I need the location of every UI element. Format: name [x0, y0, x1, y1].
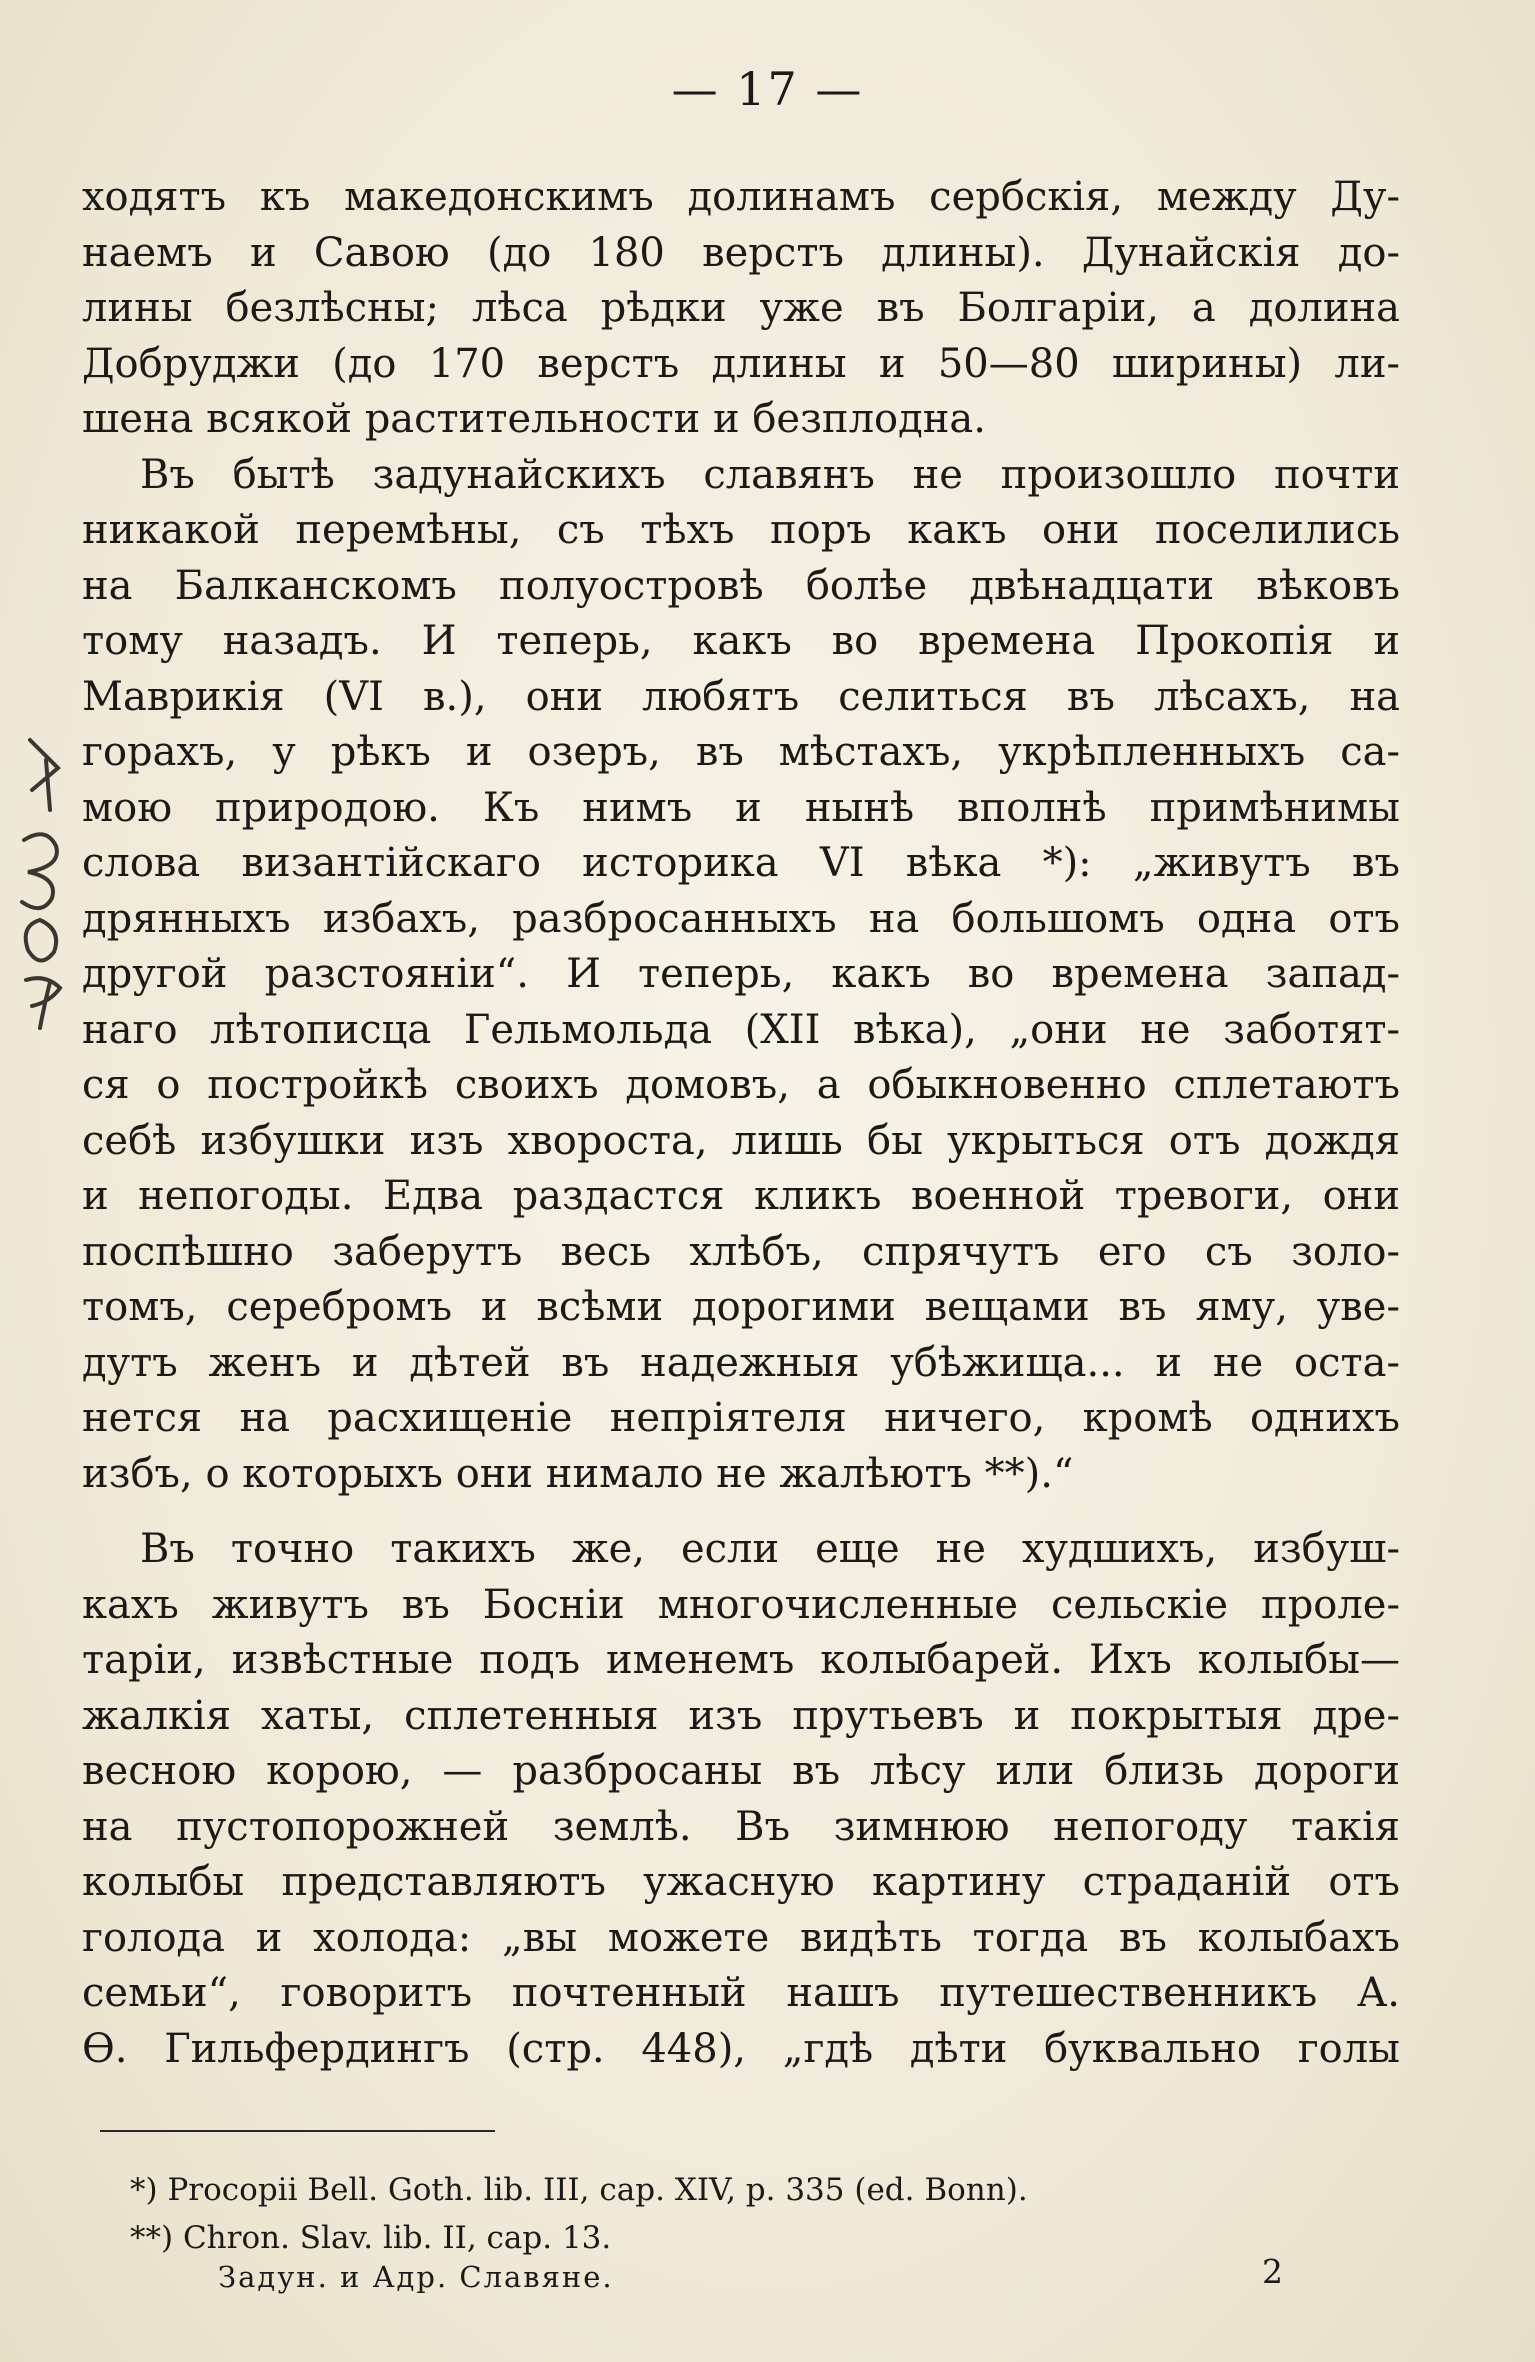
footnote: **) Chron. Slav. lib. II, cap. 13.	[130, 2220, 612, 2256]
text-line: мою природою. Къ нимъ и нынѣ вполнѣ примѣнимы	[82, 784, 1400, 831]
footnote: *) Procopii Bell. Goth. lib. III, cap. XIV, p. 335 (ed. Bonn).	[130, 2172, 1028, 2208]
text-line: на Балканскомъ полуостровѣ болѣе двѣнадцати вѣковъ	[82, 562, 1400, 609]
text-line: слова византійскаго историка VI вѣка *): „живутъ въ	[82, 840, 1400, 886]
text-line: Ѳ. Гильфердингъ (стр. 448), „гдѣ дѣти буквально голы	[82, 2025, 1400, 2072]
printer-signature: Задун. и Адр. Славяне.	[218, 2260, 614, 2294]
text-line: наемъ и Савою (до 180 верстъ длины). Дунайскія до-	[82, 229, 1400, 276]
text-line: колыбы представляютъ ужасную картину страданій отъ	[82, 1859, 1400, 1905]
text-line: ся о постройкѣ своихъ домовъ, а обыкновенно сплетаютъ	[82, 1062, 1400, 1108]
text-line: Маврикія (VI в.), они любятъ селиться въ лѣсахъ, на	[82, 673, 1400, 720]
text-line: жалкія хаты, сплетенныя изъ прутьевъ и покрытыя дре-	[82, 1692, 1400, 1739]
text-line: голода и холода: „вы можете видѣть тогда въ колыбахъ	[82, 1914, 1400, 1961]
sheet-number: 2	[1262, 2252, 1283, 2291]
text-line: никакой перемѣны, съ тѣхъ поръ какъ они поселились	[82, 507, 1400, 553]
text-line: наго лѣтописца Гельмольда (XII вѣка), „они не заботят-	[82, 1006, 1400, 1053]
text-line: весною корою, — разбросаны въ лѣсу или близь дороги	[82, 1748, 1400, 1794]
text-line: ходятъ къ македонскимъ долинамъ сербскія, между Ду-	[82, 174, 1400, 220]
text-line: дутъ женъ и дѣтей въ надежныя убѣжища... и не оста-	[82, 1339, 1400, 1386]
handwritten-inventory-number	[10, 720, 74, 1040]
text-line: Въ точно такихъ же, если еще не худшихъ, избуш-	[140, 1526, 1400, 1572]
text-line: другой разстояніи“. И теперь, какъ во времена запад-	[82, 951, 1400, 997]
text-line: себѣ избушки изъ хвороста, лишь бы укрыться отъ дождя	[82, 1117, 1400, 1164]
text-line: кахъ живутъ въ Босніи многочисленные сельскіе проле-	[82, 1581, 1400, 1628]
text-line: шена всякой растительности и безплодна.	[82, 396, 986, 442]
text-line: избъ, о которыхъ они нимало не жалѣютъ **).“	[82, 1450, 1074, 1497]
text-line: лины безлѣсны; лѣса рѣдки уже въ Болгаріи, а долина	[82, 285, 1400, 331]
text-line: Добруджи (до 170 верстъ длины и 50—80 ширины) ли-	[82, 340, 1400, 387]
text-line: поспѣшно заберутъ весь хлѣбъ, спрячутъ его съ золо-	[82, 1228, 1400, 1275]
paragraph-gap	[82, 1502, 1400, 1522]
footnotes	[130, 2166, 1330, 2262]
text-line: горахъ, у рѣкъ и озеръ, въ мѣстахъ, укрѣпленныхъ са-	[82, 729, 1400, 775]
footnote-separator	[100, 2130, 495, 2132]
text-line: томъ, серебромъ и всѣми дорогими вещами въ яму, уве-	[82, 1284, 1400, 1330]
text-line: семьи“, говоритъ почтенный нашъ путешественникъ А.	[82, 1970, 1400, 2016]
body-text	[82, 170, 1400, 2077]
text-line: на пустопорожней землѣ. Въ зимнюю непогоду такія	[82, 1803, 1400, 1850]
text-line: нется на расхищеніе непріятеля ничего, кромѣ однихъ	[82, 1395, 1400, 1441]
text-line: и непогоды. Едва раздастся кликъ военной тревоги, они	[82, 1173, 1400, 1219]
text-line: таріи, извѣстные подъ именемъ колыбарей. Ихъ колыбы—	[82, 1637, 1400, 1683]
text-line: дрянныхъ избахъ, разбросанныхъ на большомъ одна отъ	[82, 895, 1400, 942]
text-line: тому назадъ. И теперь, какъ во времена Прокопія и	[82, 618, 1400, 664]
page-number-header: — 17 —	[671, 62, 864, 116]
text-line: Въ бытѣ задунайскихъ славянъ не произошло почти	[140, 451, 1400, 498]
